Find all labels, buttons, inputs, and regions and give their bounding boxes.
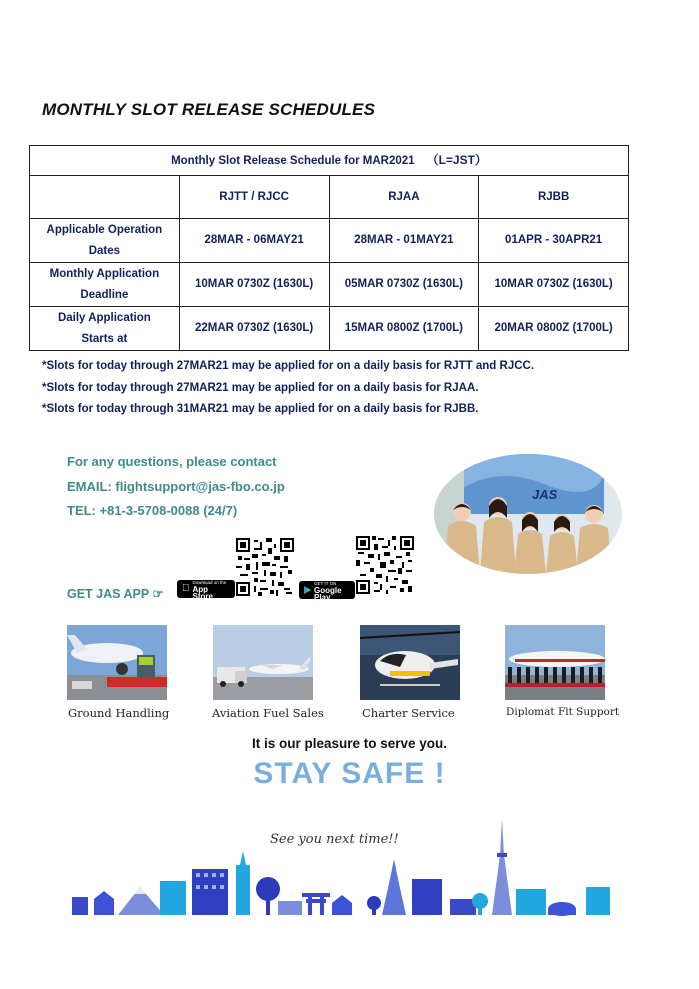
- app-store-qr-code[interactable]: [236, 538, 294, 596]
- service-caption: Ground Handling: [68, 706, 170, 720]
- city-skyline-illustration: [68, 815, 616, 917]
- photo-logo: JAS: [532, 487, 558, 502]
- table-cell: 15MAR 0800Z (1700L): [329, 307, 479, 351]
- table-cell: 10MAR 0730Z (1630L): [479, 263, 629, 307]
- header-blank-cell: [30, 176, 180, 219]
- note-line: *Slots for today through 31MAR21 may be applied for on a daily basis for RJBB.: [42, 403, 479, 415]
- row-label: Applicable Operation Dates: [30, 219, 180, 263]
- table-cell: 01APR - 30APR21: [479, 219, 629, 263]
- column-header: RJBB: [479, 176, 629, 219]
- service-caption: Aviation Fuel Sales: [212, 706, 324, 720]
- get-app-label: GET JAS APP ☞: [67, 587, 164, 601]
- google-play-icon: [304, 585, 311, 595]
- table-row: [30, 307, 629, 351]
- pleasure-message: It is our pleasure to serve you.: [251, 736, 448, 751]
- contact-block: [67, 450, 285, 524]
- stay-safe-message: STAY SAFE !: [253, 757, 446, 790]
- service-caption: Diplomat Flt Support: [506, 706, 620, 718]
- schedule-notes: [42, 356, 534, 421]
- charter-service-photo: [360, 625, 460, 700]
- schedule-title-cell: [30, 146, 629, 176]
- service-caption: Charter Service: [362, 706, 455, 720]
- table-cell: 28MAR - 06MAY21: [179, 219, 329, 263]
- apple-icon: [182, 584, 190, 594]
- schedule-unit-note: （L=JST）: [426, 152, 487, 167]
- see-you-message: See you next time!!: [270, 832, 399, 847]
- table-row: [30, 263, 629, 307]
- app-store-badge[interactable]: Download on the App Store: [177, 580, 235, 598]
- google-play-qr-code[interactable]: [356, 536, 414, 594]
- note-line: *Slots for today through 27MAR21 may be applied for on a daily basis for RJTT and RJCC.: [42, 360, 535, 372]
- schedule-title: Monthly Slot Release Schedule for MAR2021: [171, 154, 415, 167]
- slot-schedule-table: [29, 145, 629, 351]
- contact-email[interactable]: EMAIL: flightsupport@jas-fbo.co.jp: [67, 478, 285, 494]
- diplomat-flt-support-photo: [505, 625, 605, 700]
- contact-phone[interactable]: TEL: +81-3-5708-0088 (24/7): [67, 503, 238, 518]
- contact-intro: For any questions, please contact: [67, 454, 277, 469]
- table-cell: 05MAR 0730Z (1630L): [329, 263, 479, 307]
- ground-handling-photo: [67, 625, 167, 700]
- aviation-fuel-sales-photo: [213, 625, 313, 700]
- table-cell: 22MAR 0730Z (1630L): [179, 307, 329, 351]
- row-label: Monthly Application Deadline: [30, 263, 180, 307]
- staff-photo: [434, 454, 622, 574]
- google-play-badge[interactable]: GET IT ON Google Play: [299, 581, 355, 599]
- column-header: RJTT / RJCC: [179, 176, 329, 219]
- table-cell: 10MAR 0730Z (1630L): [179, 263, 329, 307]
- table-cell: 28MAR - 01MAY21: [329, 219, 479, 263]
- note-line: *Slots for today through 27MAR21 may be applied for on a daily basis for RJAA.: [42, 381, 479, 394]
- column-header: RJAA: [329, 176, 479, 219]
- page-heading: MONTHLY SLOT RELEASE SCHEDULES: [42, 100, 376, 119]
- table-cell: 20MAR 0800Z (1700L): [479, 307, 629, 351]
- table-row: [30, 219, 629, 263]
- row-label: Daily Application Starts at: [30, 307, 180, 351]
